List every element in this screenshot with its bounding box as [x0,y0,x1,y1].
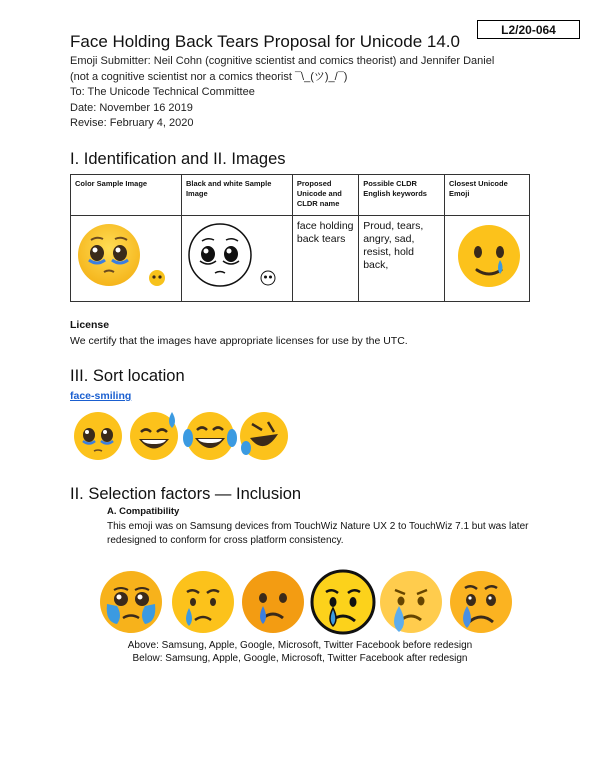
closest-emoji-image [449,220,525,290]
samsung-emoji-icon [100,571,162,633]
section-selection-heading: II. Selection factors — Inclusion [70,485,302,503]
google-emoji-icon [242,571,304,633]
rolling-laughing-emoji [240,412,288,460]
page-title: Face Holding Back Tears Proposal for Unicode 14.0 [70,32,460,51]
microsoft-emoji-icon [312,571,374,633]
sort-location-emoji-row [72,408,292,462]
date-line: Date: November 16 2019 [70,101,193,114]
color-sample-cell [71,216,182,302]
bw-sample-image [186,220,286,290]
caption-above: Above: Samsung, Apple, Google, Microsoft, Twitter Facebook before redesign [127,640,473,651]
facebook-emoji-icon [450,571,512,633]
section-sort-heading: III. Sort location [70,367,185,385]
compatibility-heading: A. Compatibility [107,506,180,517]
twitter-emoji-icon [380,571,442,633]
compatibility-text: This emoji was on Samsung devices from TouchWiz Nature UX 2 to TouchWiz 7.1 but was later redesigned to conform for cross platform consistency. [107,521,529,546]
table-header-closest-emoji: Closest Unicode Emoji [445,175,530,216]
identification-table [70,174,530,302]
apple-emoji-icon [172,571,234,633]
section-identification-heading: I. Identification and II. Images [70,150,286,168]
platform-emoji-row [97,566,515,638]
pleading-tears-emoji [74,412,122,460]
cldr-name-cell: face holding back tears [292,216,358,302]
grinning-sweat-emoji [130,412,178,460]
table-header-cldr-name: Proposed Unicode and CLDR name [292,175,358,216]
table-header-color-sample: Color Sample Image [71,175,182,216]
to-line: To: The Unicode Technical Committee [70,86,255,99]
table-header-bw-sample: Black and white Sample Image [181,175,292,216]
face-smiling-link[interactable]: face-smiling [70,390,132,402]
color-sample-image [75,220,175,290]
closest-emoji-cell [445,216,530,302]
bw-sample-cell [181,216,292,302]
keywords-cell: Proud, tears, angry, sad, resist, hold back, [359,216,445,302]
header-meta [70,54,494,132]
license-text: We certify that the images have appropriate licenses for use by the UTC. [70,335,408,347]
submitter-note-line: (not a cognitive scientist nor a comics theorist ¯\_(ツ)_/¯) [70,70,348,83]
license-heading: License [70,319,110,331]
table-header-keywords: Possible CLDR English keywords [359,175,445,216]
revise-line: Revise: February 4, 2020 [70,117,194,130]
caption-below: Below: Samsung, Apple, Google, Microsoft, Twitter Facebook after redesign [132,653,468,664]
submitter-line: Emoji Submitter: Neil Cohn (cognitive scientist and comics theorist) and Jennifer Daniel [70,55,495,67]
document-id-box: L2/20-064 [477,20,580,39]
tears-of-joy-emoji [183,412,237,460]
